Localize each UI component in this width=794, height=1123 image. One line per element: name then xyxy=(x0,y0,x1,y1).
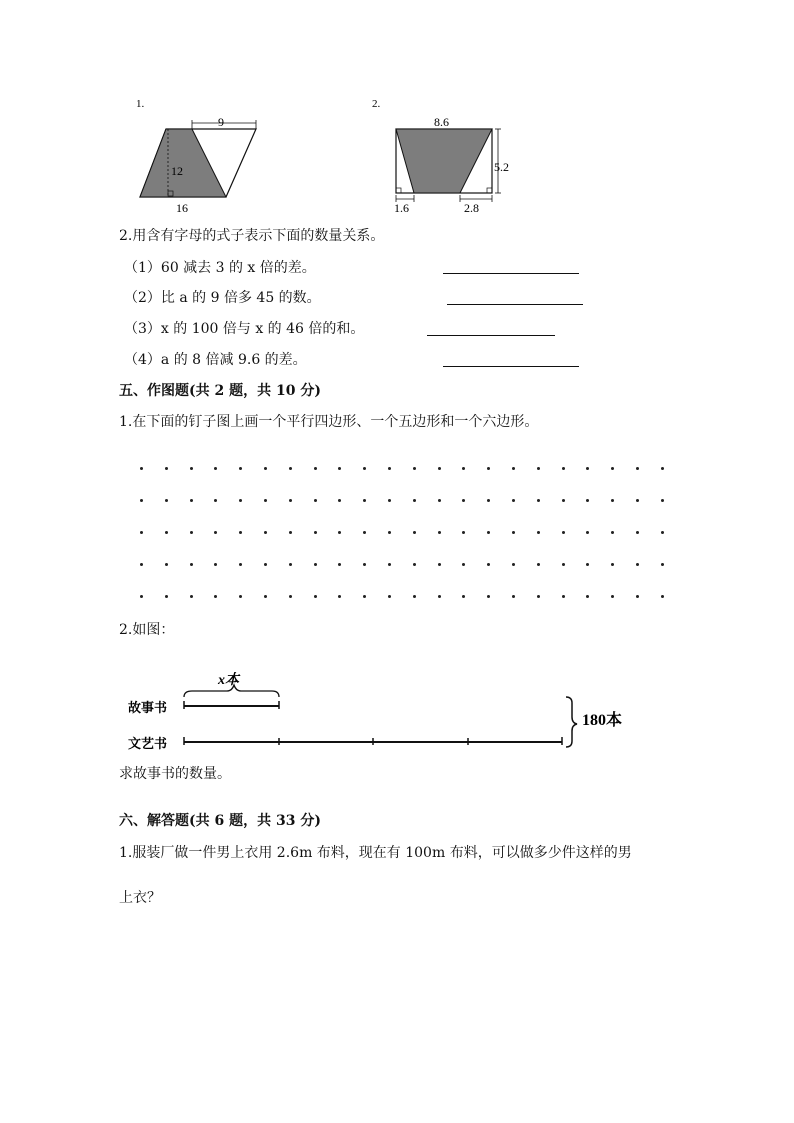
peg-dot[interactable] xyxy=(586,595,589,598)
figure-1 xyxy=(130,95,270,215)
peg-dot[interactable] xyxy=(289,563,292,566)
peg-dot[interactable] xyxy=(214,499,217,502)
peg-dot[interactable] xyxy=(388,563,391,566)
line-segment-diagram xyxy=(122,665,642,760)
peg-dot[interactable] xyxy=(388,531,391,534)
section-5-q2: 2.如图： xyxy=(119,622,175,638)
peg-dot[interactable] xyxy=(140,595,143,598)
total-label: 180本 xyxy=(582,712,623,729)
peg-dot[interactable] xyxy=(636,467,639,470)
peg-dot[interactable] xyxy=(190,531,193,534)
peg-dot[interactable] xyxy=(190,467,193,470)
peg-dot[interactable] xyxy=(214,563,217,566)
peg-dot[interactable] xyxy=(338,531,341,534)
peg-dot[interactable] xyxy=(363,563,366,566)
q2-item-1: （1）60 减去 3 的 x 倍的差。 xyxy=(124,260,316,276)
figure-2-number: 2. xyxy=(372,98,381,110)
peg-dot[interactable] xyxy=(140,467,143,470)
peg-dot[interactable] xyxy=(388,499,391,502)
peg-dot[interactable] xyxy=(314,499,317,502)
peg-dot[interactable] xyxy=(611,531,614,534)
peg-dot[interactable] xyxy=(537,531,540,534)
art-book-label: 文艺书 xyxy=(128,736,168,751)
peg-dot[interactable] xyxy=(512,499,515,502)
peg-dot[interactable] xyxy=(264,531,267,534)
q2-item-2: （2）比 a 的 9 倍多 45 的数。 xyxy=(124,290,321,306)
peg-dot[interactable] xyxy=(289,499,292,502)
trapezoid-figure xyxy=(368,95,528,215)
peg-dot[interactable] xyxy=(363,499,366,502)
figure-2 xyxy=(368,95,528,215)
peg-dot[interactable] xyxy=(611,499,614,502)
peg-dot[interactable] xyxy=(636,595,639,598)
peg-dot[interactable] xyxy=(512,595,515,598)
peg-dot[interactable] xyxy=(264,467,267,470)
peg-dot[interactable] xyxy=(388,467,391,470)
q2-item-4: （4）a 的 8 倍减 9.6 的差。 xyxy=(124,352,307,368)
peg-dot[interactable] xyxy=(611,595,614,598)
peg-dot[interactable] xyxy=(165,531,168,534)
peg-dot[interactable] xyxy=(239,499,242,502)
peg-dot[interactable] xyxy=(338,499,341,502)
peg-dot[interactable] xyxy=(314,467,317,470)
peg-dot[interactable] xyxy=(289,595,292,598)
label-right-2-8: 2.8 xyxy=(464,201,479,215)
peg-dot[interactable] xyxy=(661,531,664,534)
peg-dot[interactable] xyxy=(190,499,193,502)
peg-dot[interactable] xyxy=(363,531,366,534)
peg-dot[interactable] xyxy=(413,563,416,566)
peg-dot[interactable] xyxy=(165,499,168,502)
peg-dot[interactable] xyxy=(165,595,168,598)
q2-title: 2.用含有字母的式子表示下面的数量关系。 xyxy=(119,228,385,244)
peg-dot[interactable] xyxy=(289,531,292,534)
peg-dot[interactable] xyxy=(636,563,639,566)
peg-dot[interactable] xyxy=(487,467,490,470)
peg-dot[interactable] xyxy=(239,467,242,470)
peg-dot[interactable] xyxy=(487,595,490,598)
peg-dot[interactable] xyxy=(462,467,465,470)
peg-dot[interactable] xyxy=(264,499,267,502)
label-height-12: 12 xyxy=(171,164,183,178)
answer-blank-2[interactable] xyxy=(447,304,583,305)
section-6-q1-line1: 1.服装厂做一件男上衣用 2.6m 布料，现在有 100m 布料，可以做多少件这样的男 xyxy=(119,845,632,861)
peg-dot[interactable] xyxy=(438,563,441,566)
section-5-q1: 1.在下面的钉子图上画一个平行四边形、一个五边形和一个六边形。 xyxy=(119,414,539,430)
peg-dot[interactable] xyxy=(661,467,664,470)
peg-dot[interactable] xyxy=(140,499,143,502)
peg-dot[interactable] xyxy=(264,595,267,598)
peg-dot[interactable] xyxy=(562,499,565,502)
peg-dot[interactable] xyxy=(165,563,168,566)
peg-dot[interactable] xyxy=(636,499,639,502)
peg-dot[interactable] xyxy=(338,595,341,598)
peg-dot[interactable] xyxy=(611,467,614,470)
peg-dot[interactable] xyxy=(214,595,217,598)
peg-dot[interactable] xyxy=(289,467,292,470)
story-book-label: 故事书 xyxy=(128,700,168,715)
figure-1-number: 1. xyxy=(136,98,145,110)
peg-dot[interactable] xyxy=(338,467,341,470)
bar-diagram xyxy=(122,665,642,760)
peg-dot[interactable] xyxy=(562,531,565,534)
peg-dot[interactable] xyxy=(611,563,614,566)
peg-dot[interactable] xyxy=(363,467,366,470)
peg-dot[interactable] xyxy=(487,563,490,566)
peg-dot[interactable] xyxy=(586,467,589,470)
peg-dot[interactable] xyxy=(314,595,317,598)
peg-dot[interactable] xyxy=(413,467,416,470)
peg-dot[interactable] xyxy=(190,563,193,566)
parallelogram-figure xyxy=(130,95,270,215)
peg-dot[interactable] xyxy=(438,531,441,534)
peg-dot[interactable] xyxy=(537,595,540,598)
peg-dot[interactable] xyxy=(264,563,267,566)
peg-dot[interactable] xyxy=(438,467,441,470)
peg-dot[interactable] xyxy=(239,595,242,598)
peg-dot[interactable] xyxy=(314,531,317,534)
peg-dot[interactable] xyxy=(661,563,664,566)
peg-dot[interactable] xyxy=(512,563,515,566)
peg-dot[interactable] xyxy=(413,499,416,502)
peg-dot[interactable] xyxy=(363,595,366,598)
label-left-1-6: 1.6 xyxy=(394,201,409,215)
peg-dot[interactable] xyxy=(487,499,490,502)
x-label: x本 xyxy=(218,673,239,688)
peg-dot[interactable] xyxy=(661,595,664,598)
peg-dot[interactable] xyxy=(462,595,465,598)
peg-dot[interactable] xyxy=(512,531,515,534)
peg-dot[interactable] xyxy=(562,595,565,598)
peg-dot[interactable] xyxy=(338,563,341,566)
peg-board[interactable] xyxy=(130,460,675,600)
section-5-heading: 五、作图题(共 2 题，共 10 分) xyxy=(119,383,321,399)
label-bottom-16: 16 xyxy=(176,201,188,215)
peg-dot[interactable] xyxy=(438,499,441,502)
peg-dot[interactable] xyxy=(537,467,540,470)
peg-dot[interactable] xyxy=(165,467,168,470)
peg-dot[interactable] xyxy=(661,499,664,502)
peg-dot[interactable] xyxy=(586,531,589,534)
peg-dot[interactable] xyxy=(487,531,490,534)
peg-dot[interactable] xyxy=(214,531,217,534)
peg-dot[interactable] xyxy=(413,595,416,598)
peg-dot[interactable] xyxy=(586,563,589,566)
peg-dot[interactable] xyxy=(314,563,317,566)
peg-dot[interactable] xyxy=(462,531,465,534)
peg-dot[interactable] xyxy=(562,467,565,470)
peg-dot[interactable] xyxy=(214,467,217,470)
peg-dot[interactable] xyxy=(537,563,540,566)
label-top-9: 9 xyxy=(218,115,224,129)
peg-dot[interactable] xyxy=(562,563,565,566)
answer-blank-4[interactable] xyxy=(443,366,579,367)
peg-dot[interactable] xyxy=(636,531,639,534)
label-height-5-2: 5.2 xyxy=(494,160,509,174)
peg-dot[interactable] xyxy=(388,595,391,598)
peg-dot[interactable] xyxy=(462,499,465,502)
peg-dot[interactable] xyxy=(512,467,515,470)
peg-dot[interactable] xyxy=(140,563,143,566)
peg-dot[interactable] xyxy=(239,531,242,534)
label-top-8-6: 8.6 xyxy=(434,115,449,129)
answer-blank-1[interactable] xyxy=(443,273,579,274)
section-5-q2-ask: 求故事书的数量。 xyxy=(119,766,231,782)
peg-dot[interactable] xyxy=(140,531,143,534)
q2-item-3: （3）x 的 100 倍与 x 的 46 倍的和。 xyxy=(124,321,365,337)
section-6-q1-line2: 上衣？ xyxy=(119,890,161,906)
peg-dot[interactable] xyxy=(537,499,540,502)
section-6-heading: 六、解答题(共 6 题，共 33 分) xyxy=(119,813,321,829)
peg-dot[interactable] xyxy=(413,531,416,534)
peg-dot[interactable] xyxy=(586,499,589,502)
peg-dot[interactable] xyxy=(239,563,242,566)
answer-blank-3[interactable] xyxy=(427,335,555,336)
peg-dot[interactable] xyxy=(190,595,193,598)
peg-dot[interactable] xyxy=(438,595,441,598)
peg-dot[interactable] xyxy=(462,563,465,566)
